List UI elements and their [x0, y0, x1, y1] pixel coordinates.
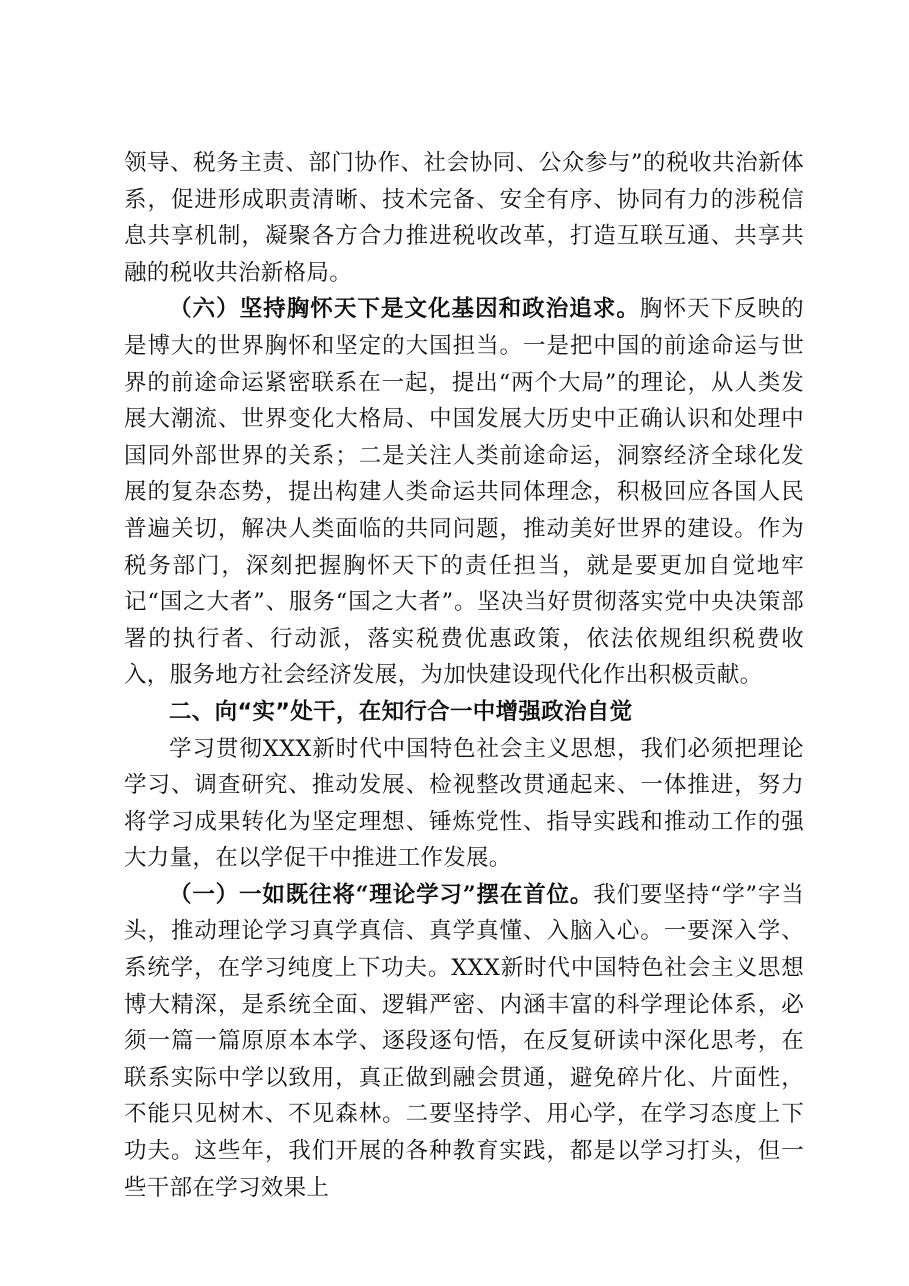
paragraph-section-two-intro: 学习贯彻XXX新时代中国特色社会主义思想，我们必须把理论学习、调查研究、推动发展、检视整改贯通起来、一体推进，努力将学习成果转化为坚定理想、锤炼党性、指导实践和推动工作的强大力量，在以学促干中推进工作发展。: [124, 735, 804, 872]
section-six-body: 胸怀天下反映的是博大的世界胸怀和坚定的大国担当。一是把中国的前途命运与世界的前途命运紧密联系在一起，提出“两个大局”的理论，从人类发展大潮流、世界变化大格局、中国发展大历史中正确认识和处理中国同外部世界的关系；二是关注人类前途命运，洞察经济全球化发展的复杂态势，提出构建人类命运共同体理念，积极回应各国人民普遍关切，解决人类面临的共同问题，推动美好世界的建设。作为税务部门，深刻把握胸怀天下的责任担当，就是要更加自觉地牢记“国之大者”、服务“国之大者”。坚决当好贯彻落实党中央决策部署的执行者、行动派，落实税费优惠政策，依法依规组织税费收入，服务地方社会经济发展，为加快建设现代化作出积极贡献。: [124, 296, 804, 689]
paragraph-continuation: 领导、税务主责、部门协作、社会协同、公众参与”的税收共治新体系，促进形成职责清晰、技术完备、安全有序、协同有力的涉税信息共享机制，凝聚各方合力推进税收改革，打造互联互通、共享共融的税收共治新格局。: [124, 150, 804, 286]
paragraph-subsection-one: [124, 877, 804, 1206]
section-heading-two: 二、向“实”处干，在知行合一中增强政治自觉: [169, 698, 633, 725]
subsection-one-lead: （一）一如既往将“理论学习”摆在首位。: [169, 881, 594, 908]
document-page: [124, 145, 804, 1206]
section-six-lead: （六）坚持胸怀天下是文化基因和政治追求。: [169, 296, 640, 323]
subsection-one-body: 我们要坚持“学”字当头，推动理论学习真学真信、真学真懂、入脑入心。一要深入学、系统学，在学习纯度上下功夫。XXX新时代中国特色社会主义思想博大精深，是系统全面、逻辑严密、内涵丰富的科学理论体系，必须一篇一篇原原本本学、逐段逐句悟，在反复研读中深化思考，在联系实际中学以致用，真正做到融会贯通，避免碎片化、片面性，不能只见树木、不见森林。二要坚持学、用心学，在学习态度上下功夫。这些年，我们开展的各种教育实践，都是以学习打头，但一些干部在学习效果上: [124, 881, 804, 1201]
paragraph-section-six: [124, 291, 804, 694]
